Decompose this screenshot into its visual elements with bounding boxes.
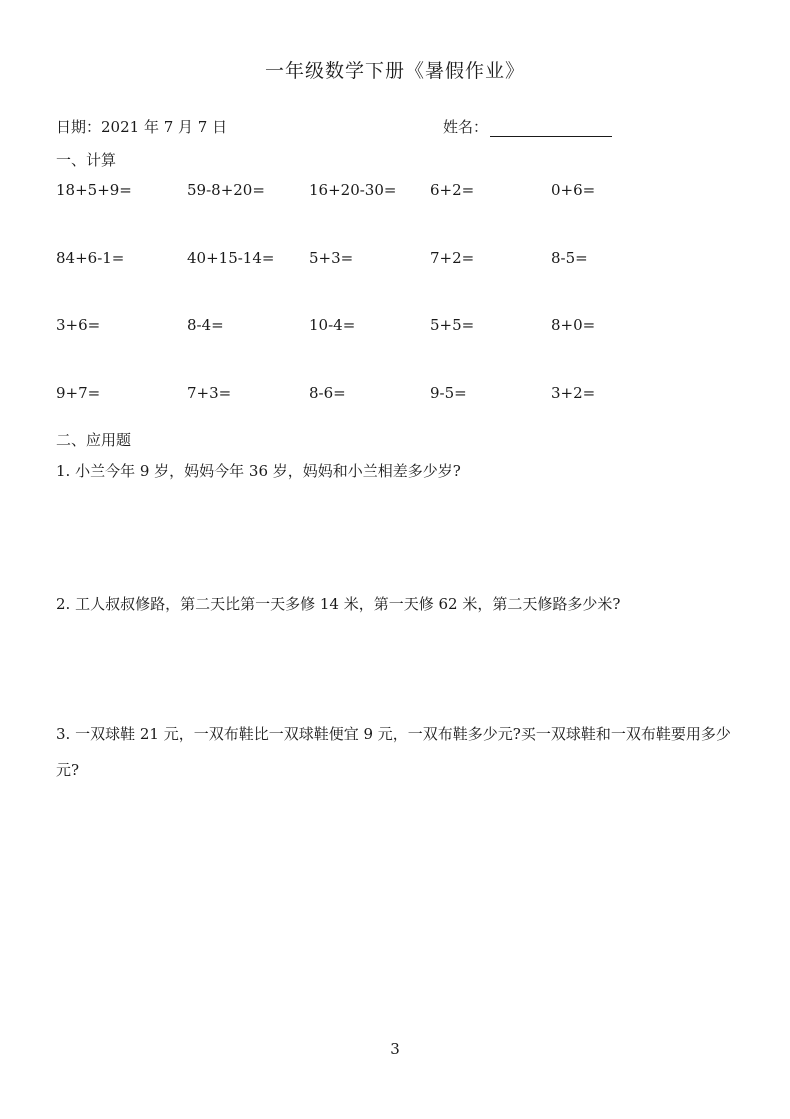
header-row <box>56 116 736 140</box>
calc-problem: 8-5= <box>551 249 588 267</box>
name-label: 姓名： <box>443 118 489 136</box>
name-blank-line[interactable] <box>490 120 612 137</box>
calc-problem: 10-4= <box>309 316 356 334</box>
word-problem-2: 2. 工人叔叔修路，第二天比第一天多修 14 米，第一天修 62 米，第二天修路多少米? <box>56 595 621 613</box>
page-number: 3 <box>390 1040 400 1058</box>
calc-problem: 3+2= <box>551 384 596 402</box>
calc-problem: 7+2= <box>430 249 475 267</box>
calc-row <box>56 316 736 338</box>
calc-problem: 6+2= <box>430 181 475 199</box>
page-title: 一年级数学下册《暑假作业》 <box>264 60 525 82</box>
calc-problem: 18+5+9= <box>56 181 132 199</box>
section-heading-calculation: 一、计算 <box>56 151 117 169</box>
calc-problem: 84+6-1= <box>56 249 125 267</box>
name-field <box>443 116 612 137</box>
word-problem-3: 3. 一双球鞋 21 元，一双布鞋比一双球鞋便宜 9 元，一双布鞋多少元?买一双球鞋和一双布鞋要用多少元? <box>56 725 731 779</box>
date-text: 日期：2021 年 7 月 7 日 <box>56 118 228 136</box>
calc-row <box>56 384 736 406</box>
calc-row <box>56 249 736 271</box>
word-problem-1: 1. 小兰今年 9 岁，妈妈今年 36 岁，妈妈和小兰相差多少岁? <box>56 462 461 480</box>
calc-problem: 0+6= <box>551 181 596 199</box>
calc-problem: 5+3= <box>309 249 354 267</box>
calc-problem: 5+5= <box>430 316 475 334</box>
calc-problem: 59-8+20= <box>187 181 265 199</box>
calc-problem: 7+3= <box>187 384 232 402</box>
calc-problem: 16+20-30= <box>309 181 397 199</box>
calc-problem: 8-6= <box>309 384 346 402</box>
section-heading-word-problems: 二、应用题 <box>56 431 132 449</box>
calc-problem: 9-5= <box>430 384 467 402</box>
calc-problem: 8+0= <box>551 316 596 334</box>
calc-problem: 3+6= <box>56 316 101 334</box>
calc-problem: 8-4= <box>187 316 224 334</box>
calc-problem: 9+7= <box>56 384 101 402</box>
calc-problem: 40+15-14= <box>187 249 275 267</box>
calc-row <box>56 181 736 203</box>
